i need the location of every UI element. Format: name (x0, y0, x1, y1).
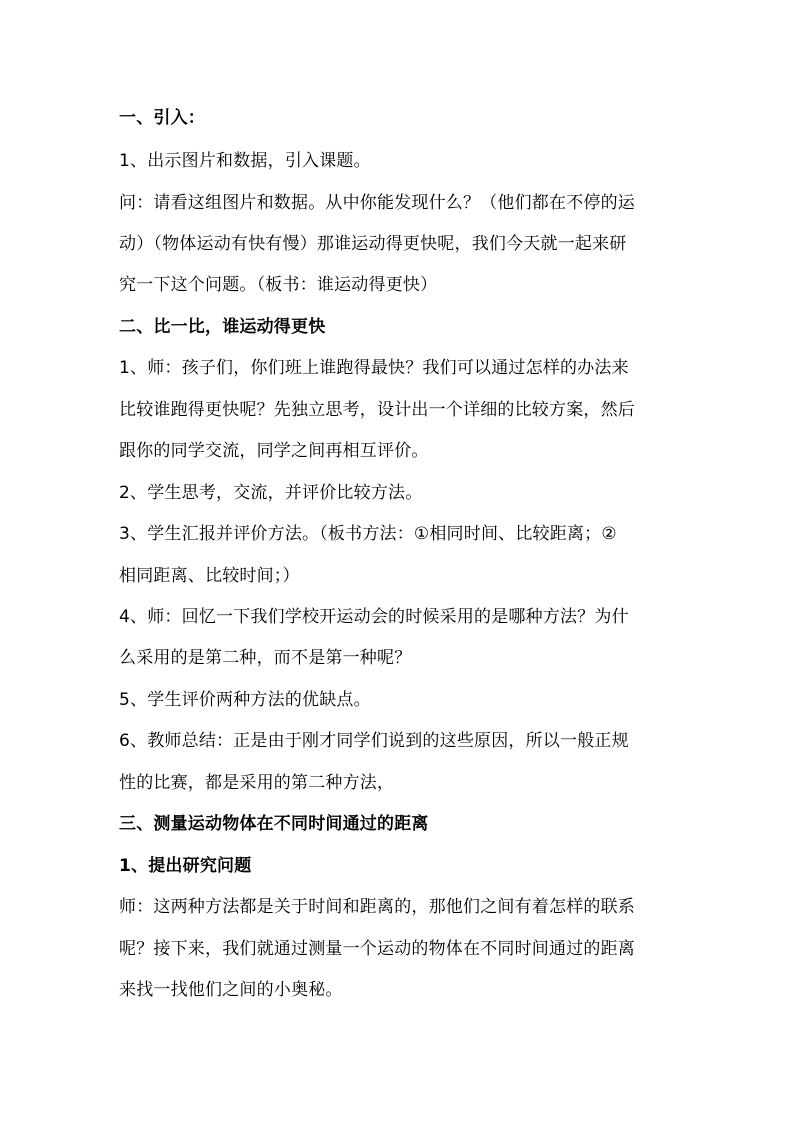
subsection-heading: 1、提出研究问题 (119, 856, 252, 876)
section-heading-compare: 二、比一比，谁运动得更快 (119, 317, 326, 337)
paragraph-line: 跟你的同学交流，同学之间再相互评价。 (119, 441, 429, 461)
paragraph-line: 4、师：回忆一下我们学校开运动会的时候采用的是哪种方法？为什 (119, 607, 629, 627)
paragraph-line: 性的比赛，都是采用的第二种方法， (119, 773, 395, 793)
paragraph-line: 来找一找他们之间的小奥秘。 (119, 980, 343, 1000)
paragraph-line: 究一下这个问题。（板书：谁运动得更快） (119, 275, 438, 295)
paragraph-line: 比较谁跑得更快呢？先独立思考，设计出一个详细的比较方案，然后 (119, 400, 635, 420)
paragraph-line: 问：请看这组图片和数据。从中你能发现什么？（他们都在不停的运 (119, 193, 635, 213)
paragraph-line: 1、师：孩子们，你们班上谁跑得最快？我们可以通过怎样的办法来 (119, 358, 629, 378)
paragraph-line: 相同距离、比较时间；） (119, 566, 300, 586)
paragraph-line: 么采用的是第二种，而不是第一种呢？ (119, 648, 412, 668)
section-heading-intro: 一、引入： (119, 108, 205, 128)
paragraph-line: 3、学生汇报并评价方法。（板书方法：①相同时间、比较距离；② (119, 524, 617, 544)
section-heading-measure: 三、测量运动物体在不同时间通过的距离 (119, 814, 429, 834)
paragraph-line: 动）（物体运动有快有慢）那谁运动得更快呢，我们今天就一起来研 (119, 234, 627, 254)
paragraph-line: 5、学生评价两种方法的优缺点。 (119, 690, 371, 710)
paragraph-line: 1、出示图片和数据，引入课题。 (119, 151, 371, 171)
paragraph-line: 师：这两种方法都是关于时间和距离的，那他们之间有着怎样的联系 (119, 897, 635, 917)
paragraph-line: 6、教师总结：正是由于刚才同学们说到的这些原因，所以一般正规 (119, 731, 629, 751)
paragraph-line: 2、学生思考，交流，并评价比较方法。 (119, 483, 423, 503)
paragraph-line: 呢？接下来，我们就通过测量一个运动的物体在不同时间通过的距离 (119, 939, 635, 959)
